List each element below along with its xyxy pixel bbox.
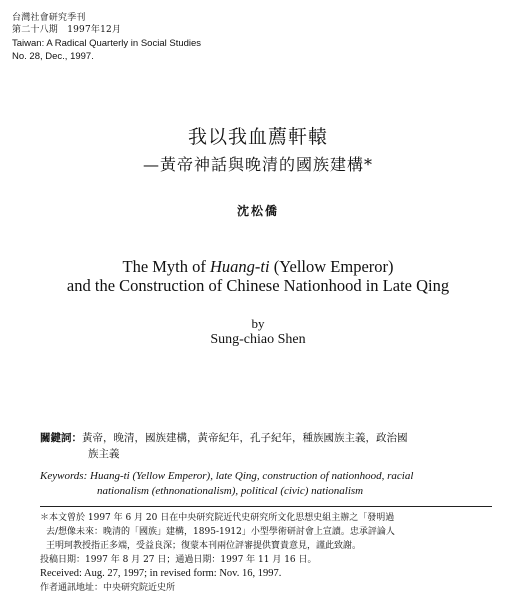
title-zh-main: 我以我血薦軒轅 bbox=[187, 126, 328, 148]
footnote-line3: 王明珂教授指正多端，受益良深；復蒙本刊兩位評審提供寶貴意見，謹此致謝。 bbox=[46, 541, 362, 551]
keywords-en-line2: nationalism (ethnonationalism), political (civic) nationalism bbox=[97, 485, 364, 497]
journal-issue-zh: 第二十八期 1997年12月 bbox=[12, 25, 122, 35]
author-en: Sung-chiao Shen bbox=[210, 332, 306, 347]
title-en-prefix: The Myth of bbox=[122, 257, 211, 276]
keywords-zh-line1 bbox=[40, 430, 408, 446]
keywords-zh-line2: 族主義 bbox=[88, 448, 120, 460]
keywords-zh-text1: 黃帝，晚清，國族建構，黃帝紀年，孔子紀年，種族國族主義，政治國 bbox=[82, 432, 408, 444]
footnote-divider bbox=[40, 506, 492, 507]
footnote-dates-zh: 投稿日期：1997 年 8 月 27 日；通過日期：1997 年 11 月 16 日。 bbox=[40, 555, 317, 565]
journal-name-en: Taiwan: A Radical Quarterly in Social Studies bbox=[12, 38, 202, 49]
journal-issue-en: No. 28, Dec., 1997. bbox=[12, 51, 94, 62]
title-en-italic: Huang-ti bbox=[210, 257, 270, 276]
journal-name-zh: 台灣社會研究季刊 bbox=[12, 13, 86, 23]
author-zh: 沈松僑 bbox=[236, 204, 279, 218]
footnote-dates-en: Received: Aug. 27, 1997; in revised form: Nov. 16, 1997. bbox=[40, 568, 282, 579]
footnote-line2: 去/想像未來：晚清的「國族」建構，1895-1912」小型學術研討會上宣讀。忠承評論人 bbox=[46, 527, 395, 537]
title-en-line1 bbox=[0, 257, 516, 277]
title-en-line2: and the Construction of Chinese Nationhood in Late Qing bbox=[66, 276, 450, 295]
footnote-line1: ＊本文曾於 1997 年 6 月 20 日在中央研究院近代史研究所文化思想史組主辦之「發明過 bbox=[40, 513, 395, 523]
title-en-suffix: (Yellow Emperor) bbox=[269, 257, 394, 276]
title-zh-subtitle: —黃帝神話與晚清的國族建構* bbox=[142, 155, 373, 174]
by-label: by bbox=[251, 316, 265, 331]
keywords-en-line1: Keywords: Huang-ti (Yellow Emperor), late Qing, construction of nationhood, racial bbox=[40, 470, 414, 482]
keywords-zh-label: 關鍵詞： bbox=[40, 432, 82, 444]
footnote-address: 作者通訊地址：中央研究院近史所 bbox=[40, 583, 176, 593]
